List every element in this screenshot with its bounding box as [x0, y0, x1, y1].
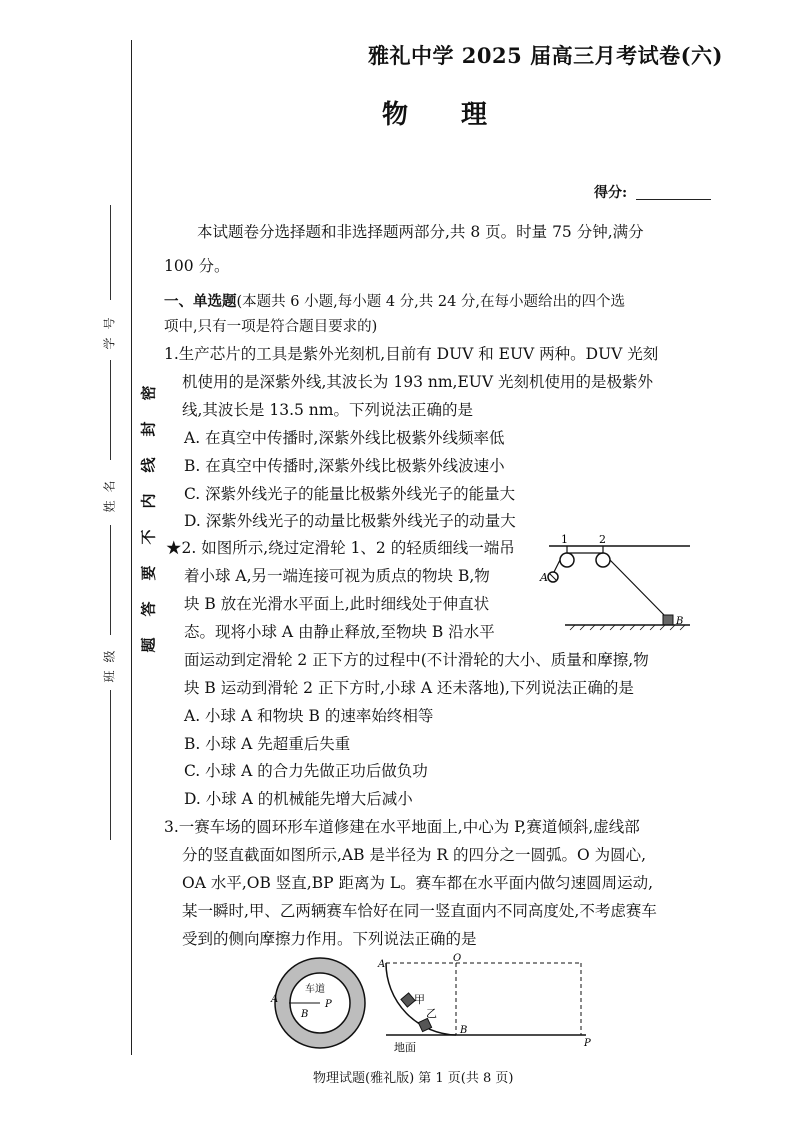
- exam-title: 雅礼中学 2025 届高三月考试卷(六): [368, 43, 723, 68]
- score-blank[interactable]: [636, 199, 711, 200]
- page-footer: 物理试题(雅礼版) 第 1 页(共 8 页): [313, 1071, 514, 1086]
- fill-label: 班: [102, 670, 117, 683]
- q1-option-c: C. 深紫外线光子的能量比极紫外线光子的能量大: [184, 485, 516, 503]
- q3-ring-figure: [265, 955, 375, 1055]
- intro-line: 100 分。: [164, 257, 230, 275]
- label-block-b: B: [676, 616, 684, 627]
- q1-option-a: A. 在真空中传播时,深紫外线比极紫外线频率低: [184, 429, 505, 447]
- fill-label: 级: [102, 650, 117, 663]
- binding-line: [131, 40, 132, 1055]
- section-desc: 项中,只有一项是符合题目要求的): [164, 319, 378, 335]
- subject-title: 物 理: [382, 100, 510, 130]
- name-blank[interactable]: [110, 360, 111, 460]
- pulley-2: [596, 553, 610, 567]
- section-title: 一、单选题: [164, 293, 237, 310]
- seal-char: 密: [139, 385, 158, 401]
- label-pulley-1: 1: [561, 533, 568, 546]
- q2-stem: ★2. 如图所示,绕过定滑轮 1、2 的轻质细线一端吊: [166, 539, 515, 557]
- q3-stem: 某一瞬时,甲、乙两辆赛车恰好在同一竖直面内不同高度处,不考虑赛车: [182, 902, 657, 920]
- fill-label: 号: [102, 317, 117, 330]
- label-ring-a: A: [271, 994, 279, 1005]
- seal-char: 不: [139, 529, 158, 545]
- intro-line: 本试题卷分选择题和非选择题两部分,共 8 页。时量 75 分钟,满分: [197, 223, 644, 241]
- q2-pulley-figure: [535, 533, 695, 638]
- score-label: 得分:: [594, 185, 628, 201]
- seal-char: 答: [139, 601, 158, 617]
- q2-option-c: C. 小球 A 的合力先做正功后做负功: [184, 762, 428, 780]
- label-b: B: [460, 1025, 468, 1036]
- fill-label: 姓: [102, 500, 117, 513]
- section-heading: [164, 292, 625, 312]
- seal-char: 题: [139, 637, 158, 653]
- label-ring-b: B: [301, 1009, 309, 1020]
- q2-option-d: D. 小球 A 的机械能先增大后减小: [184, 790, 413, 808]
- q2-stem: 面运动到定滑轮 2 正下方的过程中(不计滑轮的大小、质量和摩擦,物: [184, 651, 649, 669]
- q3-stem: OA 水平,OB 竖直,BP 距离为 L。赛车都在水平面内做匀速圆周运动,: [182, 874, 654, 892]
- class-blank-2[interactable]: [110, 690, 111, 840]
- q1-option-d: D. 深紫外线光子的动量比极紫外线光子的动量大: [184, 512, 516, 530]
- q1-stem: 1.生产芯片的工具是紫外光刻机,目前有 DUV 和 EUV 两种。DUV 光刻: [164, 345, 659, 363]
- q2-stem: 块 B 放在光滑水平面上,此时细线处于伸直状: [184, 595, 490, 613]
- student-id-blank[interactable]: [110, 205, 111, 300]
- seal-char: 线: [139, 457, 158, 473]
- q1-stem: 机使用的是深紫外线,其波长为 193 nm,EUV 光刻机使用的是极紫外: [182, 373, 653, 391]
- label-track: 车道: [305, 984, 325, 995]
- block-b: [663, 615, 673, 625]
- q1-stem: 线,其波长是 13.5 nm。下列说法正确的是: [182, 401, 473, 419]
- q3-section-figure: [376, 953, 596, 1058]
- seal-char: 内: [139, 493, 158, 509]
- q2-stem: 着小球 A,另一端连接可视为质点的物块 B,物: [184, 567, 490, 585]
- q3-stem: 3.一赛车场的圆环形车道修建在水平地面上,中心为 P,赛道倾斜,虚线部: [164, 818, 640, 836]
- label-ball-a: A: [540, 571, 548, 584]
- string-to-b: [610, 560, 667, 618]
- label-car-yi: 乙: [426, 1007, 437, 1020]
- car-jia: [401, 993, 415, 1007]
- seal-char: 封: [139, 421, 158, 437]
- label-a: A: [378, 959, 386, 970]
- seal-notice: [138, 380, 158, 653]
- pulley-1: [560, 553, 574, 567]
- q2-stem: 块 B 运动到滑轮 2 正下方时,小球 A 还未落地),下列说法正确的是: [184, 679, 634, 697]
- section-desc: (本题共 6 小题,每小题 4 分,共 24 分,在每小题给出的四个选: [236, 294, 626, 310]
- label-ring-p: P: [325, 999, 332, 1010]
- label-p: P: [584, 1038, 591, 1049]
- label-pulley-2: 2: [599, 533, 606, 546]
- fill-label: 学: [102, 337, 117, 350]
- q2-option-a: A. 小球 A 和物块 B 的速率始终相等: [184, 707, 434, 725]
- q3-stem: 分的竖直截面如图所示,AB 是半径为 R 的四分之一圆弧。O 为圆心,: [182, 846, 647, 864]
- fill-label: 名: [102, 480, 117, 493]
- q2-stem: 态。现将小球 A 由静止释放,至物块 B 沿水平: [184, 623, 495, 641]
- label-car-jia: 甲: [414, 993, 425, 1006]
- class-blank[interactable]: [110, 525, 111, 635]
- label-ground: 地面: [394, 1041, 416, 1054]
- label-o: O: [453, 953, 462, 964]
- seal-char: 要: [139, 565, 158, 581]
- q1-option-b: B. 在真空中传播时,深紫外线比极紫外线波速小: [184, 457, 505, 475]
- q3-stem: 受到的侧向摩擦力作用。下列说法正确的是: [182, 930, 477, 948]
- q2-option-b: B. 小球 A 先超重后失重: [184, 735, 351, 753]
